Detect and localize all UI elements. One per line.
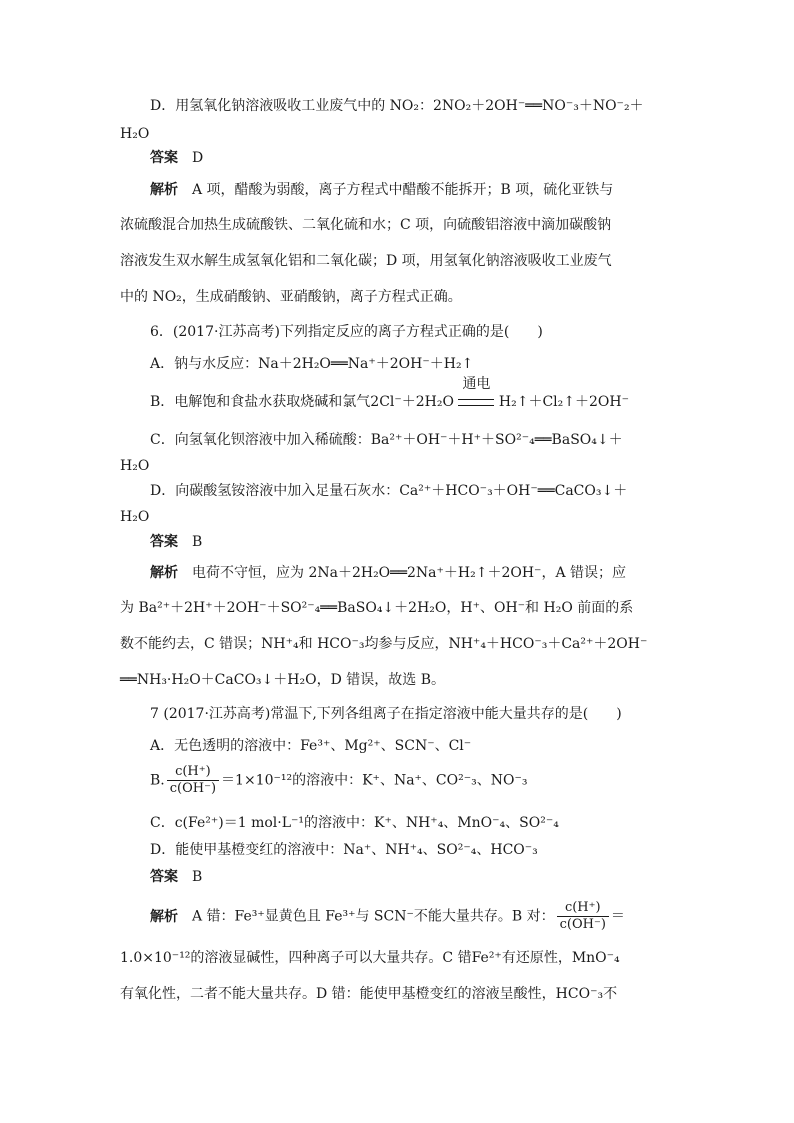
q6-option-b	[150, 376, 629, 412]
q6-option-c-line1: C．向氢氧化钡溶液中加入稀硫酸：Ba²⁺＋OH⁻＋H⁺＋SO²⁻₄══BaSO₄↓＋	[150, 432, 623, 448]
q7-analysis-line1	[150, 900, 625, 933]
q6-analysis-line1	[150, 563, 626, 583]
q7-stem: 7 (2017·江苏高考)常温下,下列各组离子在指定溶液中能大量共存的是( )	[150, 706, 622, 722]
analysis-label: 解析	[150, 182, 178, 198]
answer-value: B	[192, 869, 203, 885]
analysis-label: 解析	[150, 565, 178, 581]
concentration-ratio-fraction	[557, 900, 609, 933]
answer-value: B	[192, 534, 203, 550]
q6-option-c-line2: H₂O	[120, 458, 150, 474]
analysis-text: A 错：Fe³⁺显黄色且 Fe³⁺与 SCN⁻不能大量共存。B 对：	[192, 908, 555, 925]
analysis-equals: ＝	[610, 908, 625, 925]
fraction-denominator: c(OH⁻)	[169, 781, 217, 796]
q7-option-a: A．无色透明的溶液中：Fe³⁺、Mg²⁺、SCN⁻、Cl⁻	[150, 738, 472, 754]
analysis-text: 电荷不守恒，应为 2Na＋2H₂O══2Na⁺＋H₂↑＋2OH⁻，A 错误；应	[192, 565, 627, 581]
q5-analysis-line3: 溶液发生双水解生成氢氧化铝和二氧化碳；D 项，用氢氧化钠溶液吸收工业废气	[120, 253, 612, 269]
q7-option-d: D．能使甲基橙变红的溶液中：Na⁺、NH⁺₄、SO²⁻₄、HCO⁻₃	[150, 842, 538, 858]
q5-analysis-line1	[150, 180, 613, 200]
q7-option-b	[150, 764, 527, 797]
q5-option-d-line1: D．用氢氧化钠溶液吸收工业废气中的 NO₂：2NO₂＋2OH⁻══NO⁻₃＋NO⁻₂＋	[150, 98, 644, 114]
q6-analysis-line2: 为 Ba²⁺＋2H⁺＋2OH⁻＋SO²⁻₄══BaSO₄↓＋2H₂O，H⁺、OH⁻和 H₂O 前面的系	[120, 600, 634, 616]
option-b-rest: ＝1×10⁻¹²的溶液中：K⁺、Na⁺、CO²⁻₃、NO⁻₃	[221, 772, 528, 789]
q7-analysis-line3: 有氧化性，二者不能大量共存。D 错：能使甲基橙变红的溶液呈酸性，HCO⁻₃不	[120, 986, 618, 1002]
analysis-label: 解析	[150, 908, 178, 925]
q6-option-d-line1: D．向碳酸氢铵溶液中加入足量石灰水：Ca²⁺＋HCO⁻₃＋OH⁻══CaCO₃↓＋	[150, 483, 628, 499]
option-b-lead: B．电解饱和食盐水获取烧碱和氯气2Cl⁻＋2H₂O	[150, 394, 454, 410]
fraction-numerator: c(H⁺)	[167, 764, 219, 781]
q5-analysis-line4: 中的 NO₂，生成硝酸钠、亚硝酸钠，离子方程式正确。	[120, 289, 462, 305]
concentration-ratio-fraction	[167, 764, 219, 797]
q6-analysis-line4: ══NH₃·H₂O＋CaCO₃↓＋H₂O，D 错误，故选 B。	[120, 672, 445, 688]
q6-option-d-line2: H₂O	[120, 509, 150, 525]
q7-analysis-line2: 1.0×10⁻¹²的溶液显碱性，四种离子可以大量共存。C 错Fe²⁺有还原性，MnO⁻₄	[120, 950, 620, 966]
option-b-prefix: B.	[150, 772, 165, 789]
answer-label: 答案	[150, 869, 178, 885]
q5-answer	[150, 148, 203, 168]
q6-stem: 6．(2017·江苏高考)下列指定反应的离子方程式正确的是( )	[150, 324, 543, 340]
q6-answer	[150, 532, 202, 552]
q5-analysis-line2: 浓硫酸混合加热生成硫酸铁、二氧化硫和水；C 项，向硫酸铝溶液中滴加碳酸钠	[120, 217, 612, 233]
q7-answer	[150, 867, 202, 887]
electrolysis-arrow	[458, 376, 494, 412]
q7-option-c: C．c(Fe²⁺)＝1 mol·L⁻¹的溶液中：K⁺、NH⁺₄、MnO⁻₄、SO²⁻₄	[150, 815, 559, 831]
fraction-denominator: c(OH⁻)	[559, 917, 606, 932]
q6-option-a: A．钠与水反应：Na＋2H₂O══Na⁺＋2OH⁻＋H₂↑	[150, 356, 474, 372]
q6-analysis-line3: 数不能约去，C 错误；NH⁺₄和 HCO⁻₃均参与反应，NH⁺₄＋HCO⁻₃＋Ca²⁺＋2OH⁻	[120, 636, 648, 652]
fraction-numerator: c(H⁺)	[557, 900, 609, 917]
q5-option-d-line2: H₂O	[120, 126, 150, 142]
condition-label: 通电	[462, 376, 491, 392]
analysis-text: A 项，醋酸为弱酸，离子方程式中醋酸不能拆开；B 项，硫化亚铁与	[192, 182, 614, 198]
answer-label: 答案	[150, 534, 178, 550]
answer-label: 答案	[150, 150, 178, 166]
option-b-products: H₂↑＋Cl₂↑＋2OH⁻	[498, 394, 629, 410]
answer-value: D	[192, 150, 204, 166]
